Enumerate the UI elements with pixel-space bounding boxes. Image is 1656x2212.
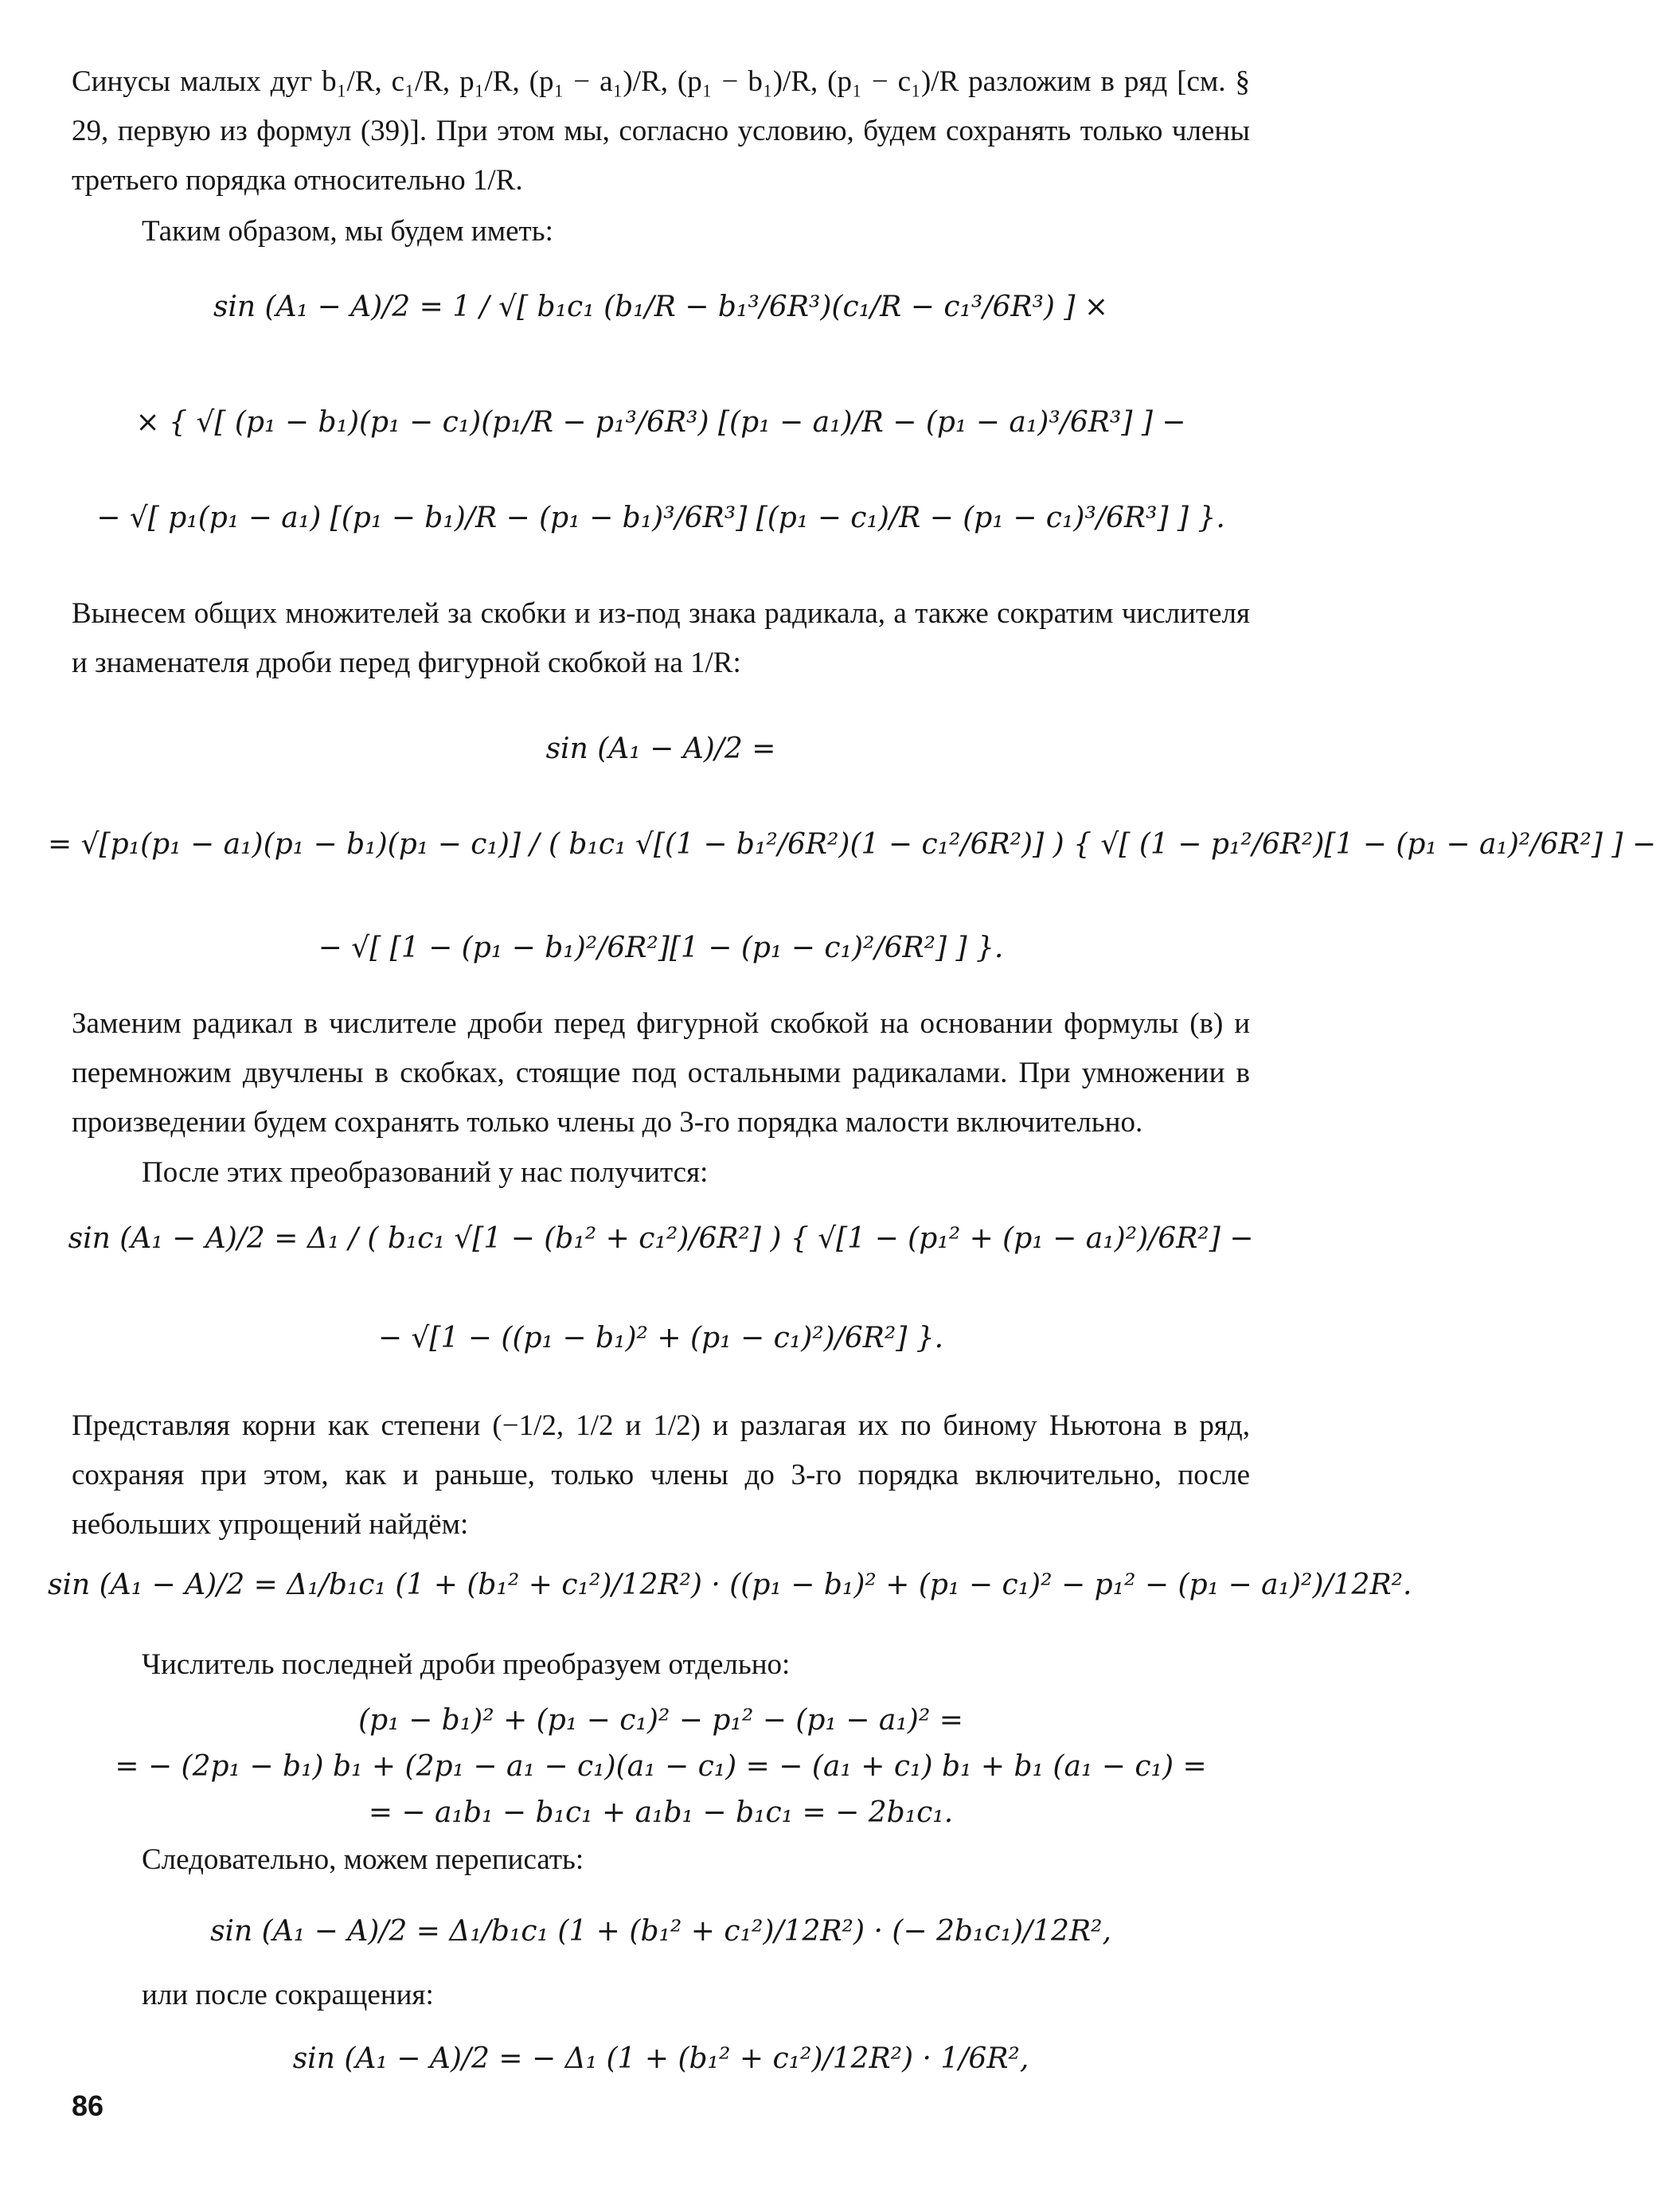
formula-1-line-1: sin (A₁ − A)/2 = 1 / √[ b₁c₁ (b₁/R − b₁³/6R³)(c₁/R − c₁³/6R³) ] × [213, 291, 1109, 323]
paragraph-factor-out: Вынесем общих множителей за скобки и из-под знака радикала, а также сократим числителя и знаменателя дроби перед фигурной скобкой на 1/R: [72, 597, 1250, 679]
formula-2-line-2: = √[p₁(p₁ − a₁)(p₁ − b₁)(p₁ − c₁)] / ( b₁c₁ √[(1 − b₁²/6R²)(1 − c₁²/6R²)] ) { √[ (1 − p₁²/6R²)[1 − (p₁ − a₁)²/6R²] ] − [48, 828, 1656, 861]
formula-5-line-2: = − (2p₁ − b₁) b₁ + (2p₁ − a₁ − c₁)(a₁ − c₁) = − (a₁ + c₁) b₁ + b₁ (a₁ − c₁) = [115, 1750, 1207, 1783]
formula-1-line-3: − √[ p₁(p₁ − a₁) [(p₁ − b₁)/R − (p₁ − b₁)³/6R³] [(p₁ − c₁)/R − (p₁ − c₁)³/6R³] ] }. [96, 502, 1225, 534]
formula-1-line-2: × { √[ (p₁ − b₁)(p₁ − c₁)(p₁/R − p₁³/6R³) [(p₁ − a₁)/R − (p₁ − a₁)³/6R³] ] − [135, 406, 1186, 439]
formula-4: sin (A₁ − A)/2 = Δ₁/b₁c₁ (1 + (b₁² + c₁²)/12R²) · ((p₁ − b₁)² + (p₁ − c₁)² − p₁² − (p₁ − a₁)²)/12R². [48, 1569, 1412, 1601]
formula-2-line-1: sin (A₁ − A)/2 = [545, 733, 776, 765]
paragraph-numerator: Числитель последней дроби преобразуем отдельно: [142, 1648, 791, 1681]
paragraph-after-reduction: или после сокращения: [142, 1979, 434, 2011]
paragraph-after-transform: После этих преобразований у нас получится: [142, 1156, 709, 1189]
formula-5-line-1: (p₁ − b₁)² + (p₁ − c₁)² − p₁² − (p₁ − a₁)² = [358, 1704, 963, 1737]
paragraph-therefore: Следовательно, можем переписать: [142, 1843, 584, 1876]
page-number: 86 [72, 2089, 104, 2122]
formula-3-line-1: sin (A₁ − A)/2 = Δ₁ / ( b₁c₁ √[1 − (b₁² + c₁²)/6R²] ) { √[1 − (p₁² + (p₁ − a₁)²)/6R²] − [68, 1222, 1254, 1255]
paragraph-thus: Таким образом, мы будем иметь: [142, 215, 553, 248]
formula-3-line-2: − √[1 − ((p₁ − b₁)² + (p₁ − c₁)²)/6R²] }. [377, 1322, 944, 1354]
formula-5-line-3: = − a₁b₁ − b₁c₁ + a₁b₁ − b₁c₁ = − 2b₁c₁. [368, 1796, 954, 1829]
paragraph-binomial: Представляя корни как степени (−1/2, 1/2 и 1/2) и разлагая их по биному Ньютона в ряд, сохраняя при этом, как и раньше, только члены до 3-го порядка включительно, после небольших упрощений найдём: [72, 1409, 1250, 1541]
formula-7: sin (A₁ − A)/2 = − Δ₁ (1 + (b₁² + c₁²)/12R²) · 1/6R², [292, 2042, 1029, 2075]
formula-2-line-3: − √[ [1 − (p₁ − b₁)²/6R²][1 − (p₁ − c₁)²/6R²] ] }. [318, 932, 1004, 964]
formula-6: sin (A₁ − A)/2 = Δ₁/b₁c₁ (1 + (b₁² + c₁²)/12R²) · (− 2b₁c₁)/12R², [210, 1915, 1111, 1948]
paragraph-replace-radical: Заменим радикал в числителе дроби перед фигурной скобкой на основании формулы (в) и перемножим двучлены в скобках, стоящие под остальными радикалами. При умножении в произведении будем сохранять только члены до 3-го порядка малости включительно. [72, 1007, 1250, 1139]
paragraph-sines-expansion: Синусы малых дуг b₁/R, c₁/R, p₁/R, (p₁ − a₁)/R, (p₁ − b₁)/R, (p₁ − c₁)/R разложим в ряд [см. § 29, первую из формул (39)]. При этом мы, согласно условию, будем сохранять только члены третьего порядка относительно 1/R. [72, 65, 1250, 197]
